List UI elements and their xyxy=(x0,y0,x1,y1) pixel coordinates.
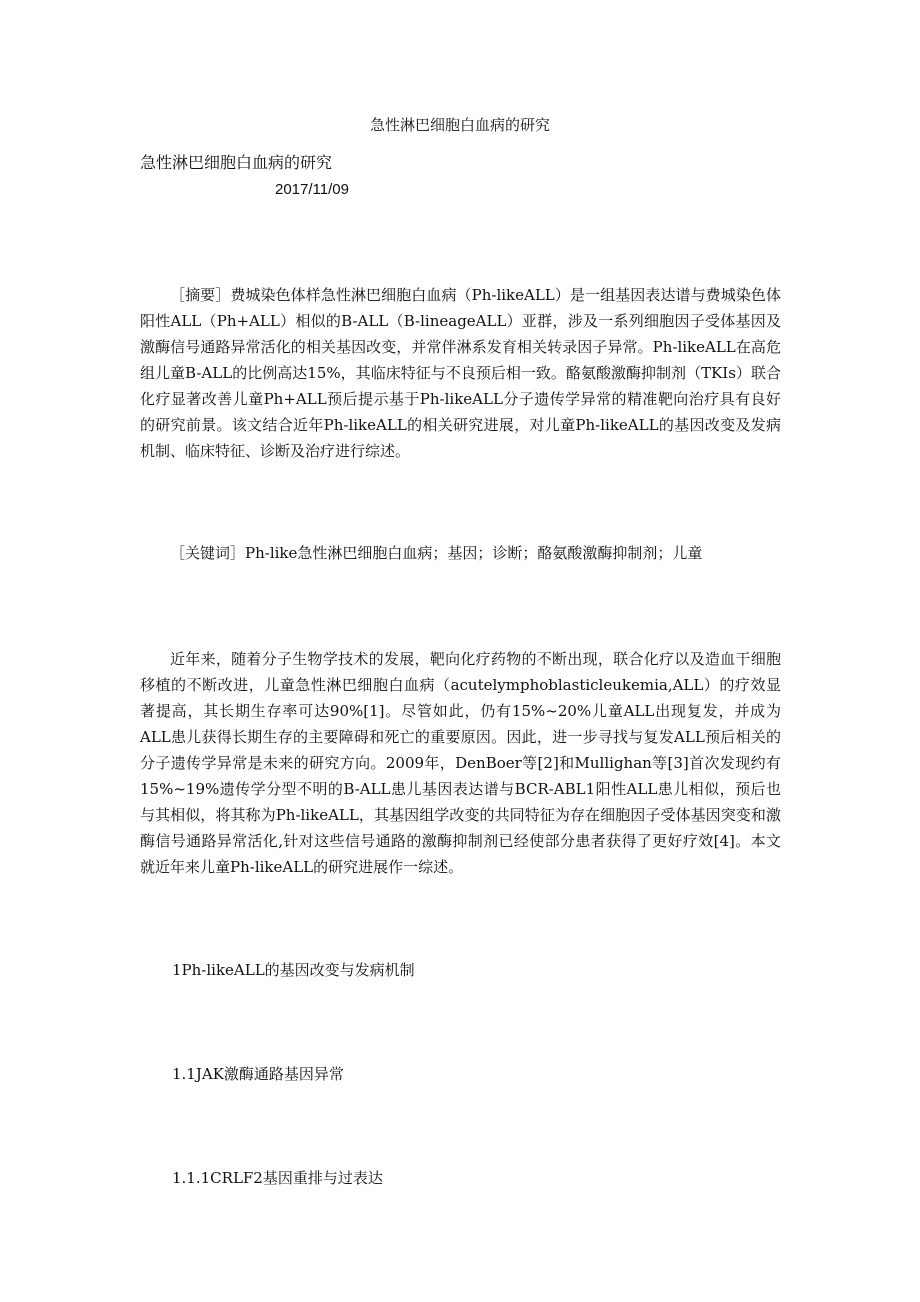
document-date: 2017/11/09 xyxy=(275,181,349,198)
document-title: 急性淋巴细胞白血病的研究 xyxy=(369,116,550,134)
introduction-paragraph: 近年来，随着分子生物学技术的发展，靶向化疗药物的不断出现，联合化疗以及造血干细胞移植的不断改进，儿童急性淋巴细胞白血病（acutelymphoblasticleukemia,ALL）的疗效显著提高，其长期生存率可达90%[1]。尽管如此，仍有15%~20%儿童ALL出现复发，并成为ALL患儿获得长期生存的主要障碍和死亡的重要原因。因此，进一步寻找与复发ALL预后相关的分子遗传学异常是未来的研究方向。2009年，DenBoer等[2]和Mullighan等[3]首次发现约有15%~19%遗传学分型不明的B-ALL患儿基因表达谱与BCR-ABL1阳性ALL患儿相似，预后也与其相似，将其称为Ph-likeALL，其基因组学改变的共同特征为存在细胞因子受体基因突变和激酶信号通路异常活化,针对这些信号通路的激酶抑制剂已经使部分患者获得了更好疗效[4]。本文就近年来儿童Ph-likeALL的研究进展作一综述。 xyxy=(140,650,781,876)
abstract-paragraph: ［摘要］费城染色体样急性淋巴细胞白血病（Ph-likeALL）是一组基因表达谱与费城染色体阳性ALL（Ph+ALL）相似的B-ALL（B-lineageALL）亚群，涉及一系列细胞因子受体基因及激酶信号通路异常活化的相关基因改变，并常伴淋系发育相关转录因子异常。Ph-likeALL在高危组儿童B-ALL的比例高达15%，其临床特征与不良预后相一致。酪氨酸激酶抑制剂（TKIs）联合化疗显著改善儿童Ph+ALL预后提示基于Ph-likeALL分子遗传学异常的精准靶向治疗具有良好的研究前景。该文结合近年Ph-likeALL的相关研究进展，对儿童Ph-likeALL的基因改变及发病机制、临床特征、诊断及治疗进行综述。 xyxy=(140,286,781,460)
section-heading-1: 1Ph-likeALL的基因改变与发病机制 xyxy=(172,961,415,979)
section-heading-1-1: 1.1JAK激酶通路基因异常 xyxy=(172,1065,344,1083)
section-heading-1-1-1: 1.1.1CRLF2基因重排与过表达 xyxy=(172,1169,383,1187)
keywords-paragraph: ［关键词］Ph-like急性淋巴细胞白血病；基因；诊断；酪氨酸激酶抑制剂；儿童 xyxy=(170,544,703,562)
document-subtitle: 急性淋巴细胞白血病的研究 xyxy=(140,153,333,172)
